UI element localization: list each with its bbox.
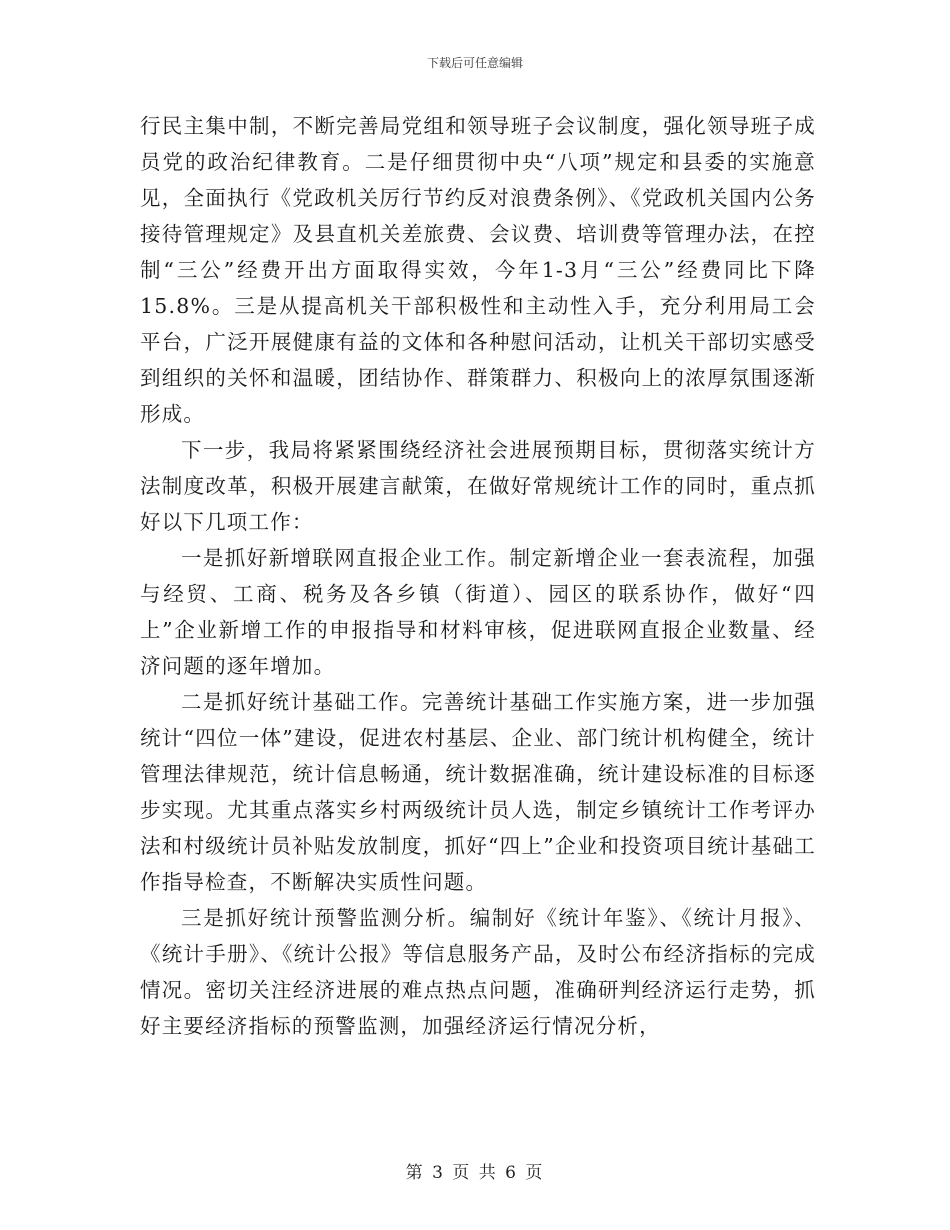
paragraph-continuation: 行民主集中制，不断完善局党组和领导班子会议制度，强化领导班子成员党的政治纪律教育。二是仔细贯彻中央“八项”规定和县委的实施意见，全面执行《党政机关厉行节约反对浪费条例》、《党政机关国内公务接待管理规定》及县直机关差旅费、会议费、培训费等管理办法，在控制“三公”经费开出方面取得实效，今年1-3月“三公”经费同比下降15.8%。三是从提高机关干部积极性和主动性入手，充分利用局工会平台，广泛开展健康有益的文体和各种慰问活动，让机关干部切实感受到组织的关怀和温暖，团结协作、群策群力、积极向上的浓厚氛围逐渐形成。 — [140, 114, 816, 426]
paragraph-next-steps: 下一步，我局将紧紧围绕经济社会进展预期目标，贯彻落实统计方法制度改革，积极开展建言献策，在做好常规统计工作的同时，重点抓好以下几项工作： — [140, 438, 816, 534]
page-number-footer: 第 3 页 共 6 页 — [405, 1163, 545, 1183]
page-header: 下载后可任意编辑 — [426, 56, 523, 70]
paragraph-item-one: 一是抓好新增联网直报企业工作。制定新增企业一套表流程，加强与经贸、工商、税务及各乡镇（街道）、园区的联系协作，做好“四上”企业新增工作的申报指导和材料审核，促进联网直报企业数量、经济问题的逐年增加。 — [140, 546, 816, 678]
paragraph-item-three: 三是抓好统计预警监测分析。编制好《统计年鉴》、《统计月报》、《统计手册》、《统计公报》等信息服务产品，及时公布经济指标的完成情况。密切关注经济进展的难点热点问题，准确研判经济运行走势，抓好主要经济指标的预警监测，加强经济运行情况分析， — [140, 906, 816, 1038]
paragraph-item-two: 二是抓好统计基础工作。完善统计基础工作实施方案，进一步加强统计“四位一体”建设，促进农村基层、企业、部门统计机构健全，统计管理法律规范，统计信息畅通，统计数据准确，统计建设标准的目标逐步实现。尤其重点落实乡村两级统计员人选，制定乡镇统计工作考评办法和村级统计员补贴发放制度，抓好“四上”企业和投资项目统计基础工作指导检查，不断解决实质性问题。 — [140, 690, 816, 894]
document-body — [140, 108, 816, 1044]
